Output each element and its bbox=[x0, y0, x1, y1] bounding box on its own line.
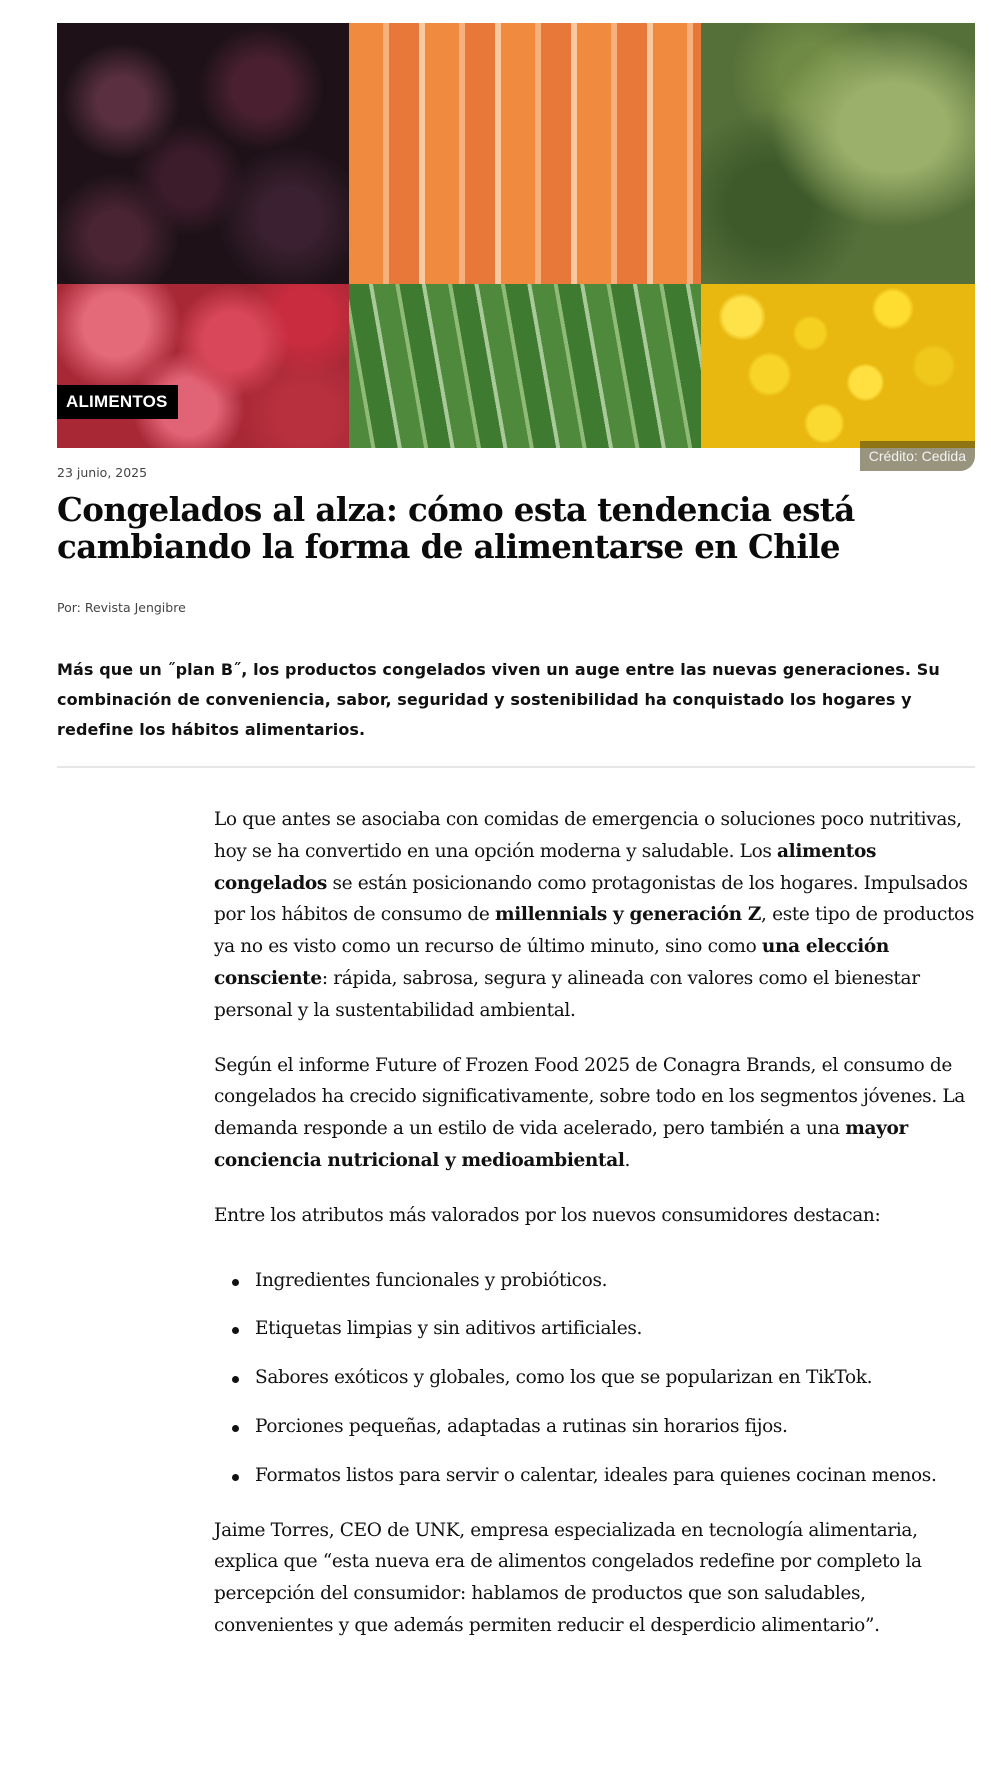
list-item: Formatos listos para servir o calentar, ideales para quienes cocinan menos. bbox=[214, 1460, 976, 1492]
broccoli-photo bbox=[701, 23, 975, 284]
green-beans-photo bbox=[349, 284, 701, 448]
bold-text: alimentos congelados bbox=[214, 840, 877, 894]
bold-text: mayor conciencia nutricional y medioambiental bbox=[214, 1118, 908, 1171]
divider bbox=[57, 766, 975, 768]
corn-photo bbox=[701, 284, 975, 448]
byline: Por: Revista Jengibre bbox=[57, 600, 186, 615]
paragraph: Lo que antes se asociaba con comidas de emergencia o soluciones poco nutritivas, hoy se ha convertido en una opción moderna y saludable. Los alimentos congelados se están posicionando como protagonistas de los hogares. Impulsados por los hábitos de consumo de millennials y generación Z, este tipo de productos ya no es visto como un recurso de último minuto, sino como una elección consciente: rápida, sabrosa, segura y alineada con valores como el bienestar personal y la sustentabilidad ambiental. bbox=[214, 809, 974, 1021]
blackberries-photo bbox=[57, 23, 349, 284]
bold-text: millennials y generación Z bbox=[495, 904, 762, 926]
list-item: Etiquetas limpias y sin aditivos artificiales. bbox=[214, 1313, 976, 1345]
category-badge[interactable]: ALIMENTOS bbox=[57, 385, 178, 419]
list-item: Sabores exóticos y globales, como los que se popularizan en TikTok. bbox=[214, 1362, 976, 1394]
hero-image-collage bbox=[57, 23, 975, 448]
article-body bbox=[214, 804, 976, 1665]
bold-text: una elección consciente bbox=[214, 936, 889, 989]
attributes-list bbox=[214, 1255, 976, 1492]
publish-date: 23 junio, 2025 bbox=[57, 465, 148, 480]
hero-image bbox=[57, 23, 975, 464]
list-item: Ingredientes funcionales y probióticos. bbox=[214, 1265, 976, 1297]
article-lead: Más que un ˝plan B˝, los productos congelados viven un auge entre las nuevas generaciones. Su combinación de conveniencia, sabor, seguridad y sostenibilidad ha conquistado los hogares y redefine los hábitos alimentarios. bbox=[57, 660, 940, 739]
paragraph: Entre los atributos más valorados por los nuevos consumidores destacan: bbox=[214, 1204, 881, 1226]
list-item: Porciones pequeñas, adaptadas a rutinas sin horarios fijos. bbox=[214, 1411, 976, 1443]
paragraph: Jaime Torres, CEO de UNK, empresa especializada en tecnología alimentaria, explica que “esta nueva era de alimentos congelados redefine por completo la percepción del consumidor: hablamos de productos que son saludables, convenientes y que además permiten reducir el desperdicio alimentario”. bbox=[214, 1519, 922, 1636]
carrots-photo bbox=[349, 23, 701, 284]
paragraph: Según el informe Future of Frozen Food 2025 de Conagra Brands, el consumo de congelados ha crecido significativamente, sobre todo en los segmentos jóvenes. La demanda responde a un estilo de vida acelerado, pero también a una mayor conciencia nutricional y medioambiental. bbox=[214, 1054, 965, 1171]
photo-credit: Crédito: Cedida bbox=[860, 441, 975, 471]
raspberries-photo bbox=[57, 284, 349, 448]
article-title: Congelados al alza: cómo esta tendencia está cambiando la forma de alimentarse en Chile bbox=[57, 490, 855, 566]
